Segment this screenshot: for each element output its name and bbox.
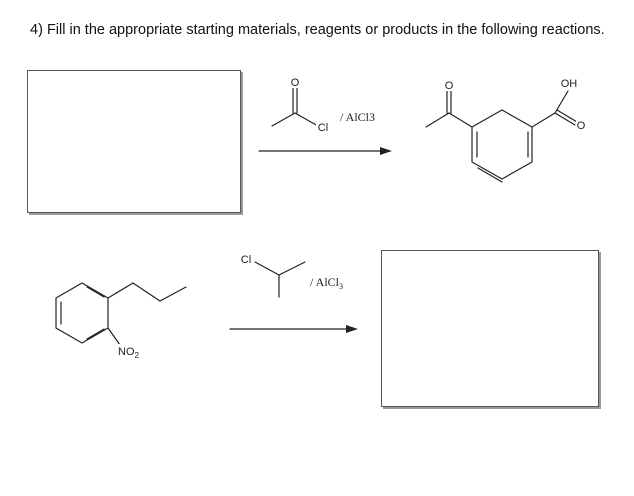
reactant1-oxygen-label: O bbox=[290, 77, 300, 89]
isopropyl-chloride-structure bbox=[255, 262, 305, 297]
nitro-no-text: NO bbox=[118, 346, 135, 358]
product-structure-1 bbox=[426, 91, 577, 182]
product1-ketone-oxygen-label: O bbox=[444, 80, 454, 92]
question-prompt: Fill in the appropriate starting materials, reagents or products in the following reactions. bbox=[46, 22, 605, 38]
arrowhead-2 bbox=[346, 325, 358, 333]
reagent-2-text: / AlCl bbox=[310, 275, 340, 289]
arrowhead-1 bbox=[380, 147, 392, 155]
reactant2-chlorine-label: Cl bbox=[240, 254, 252, 266]
product1-acid-oxygen-label: O bbox=[576, 120, 586, 132]
acetyl-chloride-structure bbox=[272, 88, 318, 126]
reagent-label-1: / AlCl3 bbox=[340, 110, 376, 124]
product1-hydroxyl-label: OH bbox=[560, 78, 578, 90]
nitro-propylbenzene-structure bbox=[56, 283, 186, 345]
question-number: 4) bbox=[30, 22, 43, 38]
reactant1-chlorine-label: Cl bbox=[317, 122, 329, 134]
reagent-2-subscript: 3 bbox=[339, 282, 344, 291]
nitro-subscript: 2 bbox=[134, 351, 139, 360]
reagent-label-2 bbox=[310, 275, 343, 291]
